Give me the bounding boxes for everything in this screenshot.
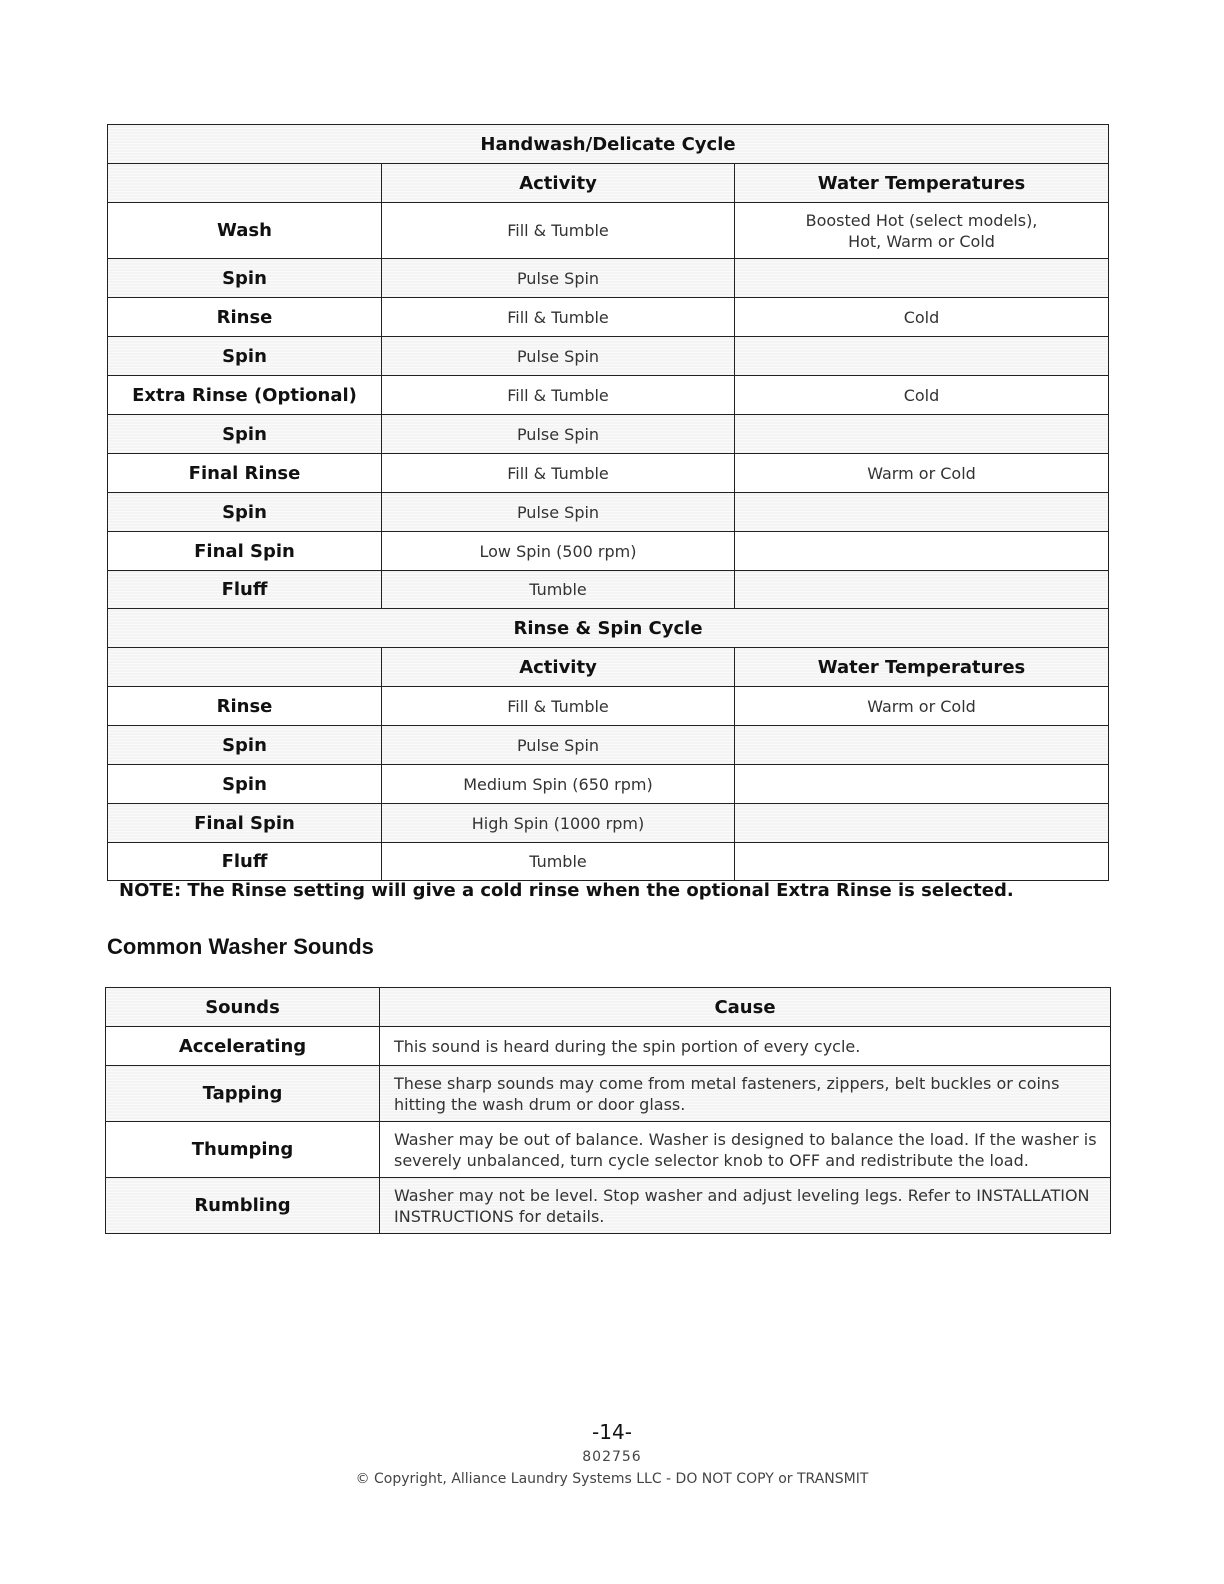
document-number: 802756 xyxy=(582,1449,642,1465)
water-cell xyxy=(735,259,1109,298)
table-row xyxy=(106,1066,1111,1122)
table-row xyxy=(108,415,1109,454)
table-row xyxy=(108,337,1109,376)
table-row xyxy=(108,454,1109,493)
table-row xyxy=(108,765,1109,804)
water-cell: Warm or Cold xyxy=(735,687,1109,726)
water-cell xyxy=(735,804,1109,843)
sound-label: Rumbling xyxy=(106,1178,380,1234)
activity-cell: Pulse Spin xyxy=(382,415,735,454)
rinse-spin-title-row xyxy=(108,609,1109,648)
activity-cell: Medium Spin (650 rpm) xyxy=(382,765,735,804)
header-activity: Activity xyxy=(382,648,735,687)
activity-cell: Pulse Spin xyxy=(382,726,735,765)
header-blank xyxy=(108,648,382,687)
step-label: Rinse xyxy=(108,687,382,726)
cause-cell: Washer may not be level. Stop washer and adjust leveling legs. Refer to INSTALLATION INSTRUCTIONS for details. xyxy=(380,1178,1111,1234)
step-label: Spin xyxy=(108,765,382,804)
section-title: Common Washer Sounds xyxy=(107,934,374,959)
water-cell: Cold xyxy=(735,376,1109,415)
table-row xyxy=(108,203,1109,259)
table-row xyxy=(108,298,1109,337)
step-label: Wash xyxy=(108,203,382,259)
step-label: Rinse xyxy=(108,298,382,337)
header-water-temperatures: Water Temperatures xyxy=(735,648,1109,687)
water-cell xyxy=(735,765,1109,804)
copyright-notice: © Copyright, Alliance Laundry Systems LLC - DO NOT COPY or TRANSMIT xyxy=(355,1471,869,1487)
table-row xyxy=(108,843,1109,881)
activity-cell: High Spin (1000 rpm) xyxy=(382,804,735,843)
cause-cell: These sharp sounds may come from metal fasteners, zippers, belt buckles or coins hitting the wash drum or door glass. xyxy=(380,1066,1111,1122)
step-label: Fluff xyxy=(108,843,382,881)
table-row xyxy=(106,1027,1111,1066)
header-cause: Cause xyxy=(380,988,1111,1027)
step-label: Spin xyxy=(108,493,382,532)
table-row xyxy=(108,804,1109,843)
header-water-temperatures: Water Temperatures xyxy=(735,164,1109,203)
cause-cell: This sound is heard during the spin portion of every cycle. xyxy=(380,1027,1111,1066)
activity-cell: Fill & Tumble xyxy=(382,454,735,493)
sound-label: Accelerating xyxy=(106,1027,380,1066)
header-blank xyxy=(108,164,382,203)
table-row xyxy=(106,1122,1111,1178)
step-label: Final Rinse xyxy=(108,454,382,493)
table-row xyxy=(108,259,1109,298)
sounds-table xyxy=(105,987,1111,1234)
step-label: Spin xyxy=(108,415,382,454)
activity-cell: Pulse Spin xyxy=(382,337,735,376)
water-cell: Warm or Cold xyxy=(735,454,1109,493)
cause-cell: Washer may be out of balance. Washer is designed to balance the load. If the washer is severely unbalanced, turn cycle selector knob to OFF and redistribute the load. xyxy=(380,1122,1111,1178)
water-cell xyxy=(735,571,1109,609)
table-row xyxy=(108,376,1109,415)
step-label: Spin xyxy=(108,337,382,376)
handwash-header-row xyxy=(108,164,1109,203)
activity-cell: Tumble xyxy=(382,571,735,609)
sound-label: Thumping xyxy=(106,1122,380,1178)
table-row xyxy=(108,726,1109,765)
water-cell xyxy=(735,493,1109,532)
activity-cell: Fill & Tumble xyxy=(382,203,735,259)
step-label: Spin xyxy=(108,259,382,298)
activity-cell: Tumble xyxy=(382,843,735,881)
water-cell xyxy=(735,843,1109,881)
table-row xyxy=(108,493,1109,532)
page-number: -14- xyxy=(592,1420,632,1444)
step-label: Extra Rinse (Optional) xyxy=(108,376,382,415)
table-row xyxy=(108,532,1109,571)
water-cell xyxy=(735,337,1109,376)
activity-cell: Pulse Spin xyxy=(382,259,735,298)
activity-cell: Pulse Spin xyxy=(382,493,735,532)
step-label: Final Spin xyxy=(108,804,382,843)
step-label: Fluff xyxy=(108,571,382,609)
note-text: NOTE: The Rinse setting will give a cold rinse when the optional Extra Rinse is selected. xyxy=(119,880,1014,901)
header-activity: Activity xyxy=(382,164,735,203)
table-row xyxy=(106,1178,1111,1234)
water-cell xyxy=(735,532,1109,571)
activity-cell: Fill & Tumble xyxy=(382,298,735,337)
rinse-spin-title: Rinse & Spin Cycle xyxy=(108,609,1109,648)
water-cell xyxy=(735,415,1109,454)
sounds-header-row xyxy=(106,988,1111,1027)
handwash-title-row xyxy=(108,125,1109,164)
step-label: Spin xyxy=(108,726,382,765)
step-label: Final Spin xyxy=(108,532,382,571)
table-row xyxy=(108,687,1109,726)
activity-cell: Fill & Tumble xyxy=(382,376,735,415)
water-cell: Cold xyxy=(735,298,1109,337)
water-cell: Boosted Hot (select models), Hot, Warm or Cold xyxy=(735,203,1109,259)
rinse-spin-header-row xyxy=(108,648,1109,687)
cycle-table xyxy=(107,124,1109,881)
header-sounds: Sounds xyxy=(106,988,380,1027)
activity-cell: Low Spin (500 rpm) xyxy=(382,532,735,571)
sound-label: Tapping xyxy=(106,1066,380,1122)
handwash-title: Handwash/Delicate Cycle xyxy=(108,125,1109,164)
water-cell xyxy=(735,726,1109,765)
activity-cell: Fill & Tumble xyxy=(382,687,735,726)
table-row xyxy=(108,571,1109,609)
